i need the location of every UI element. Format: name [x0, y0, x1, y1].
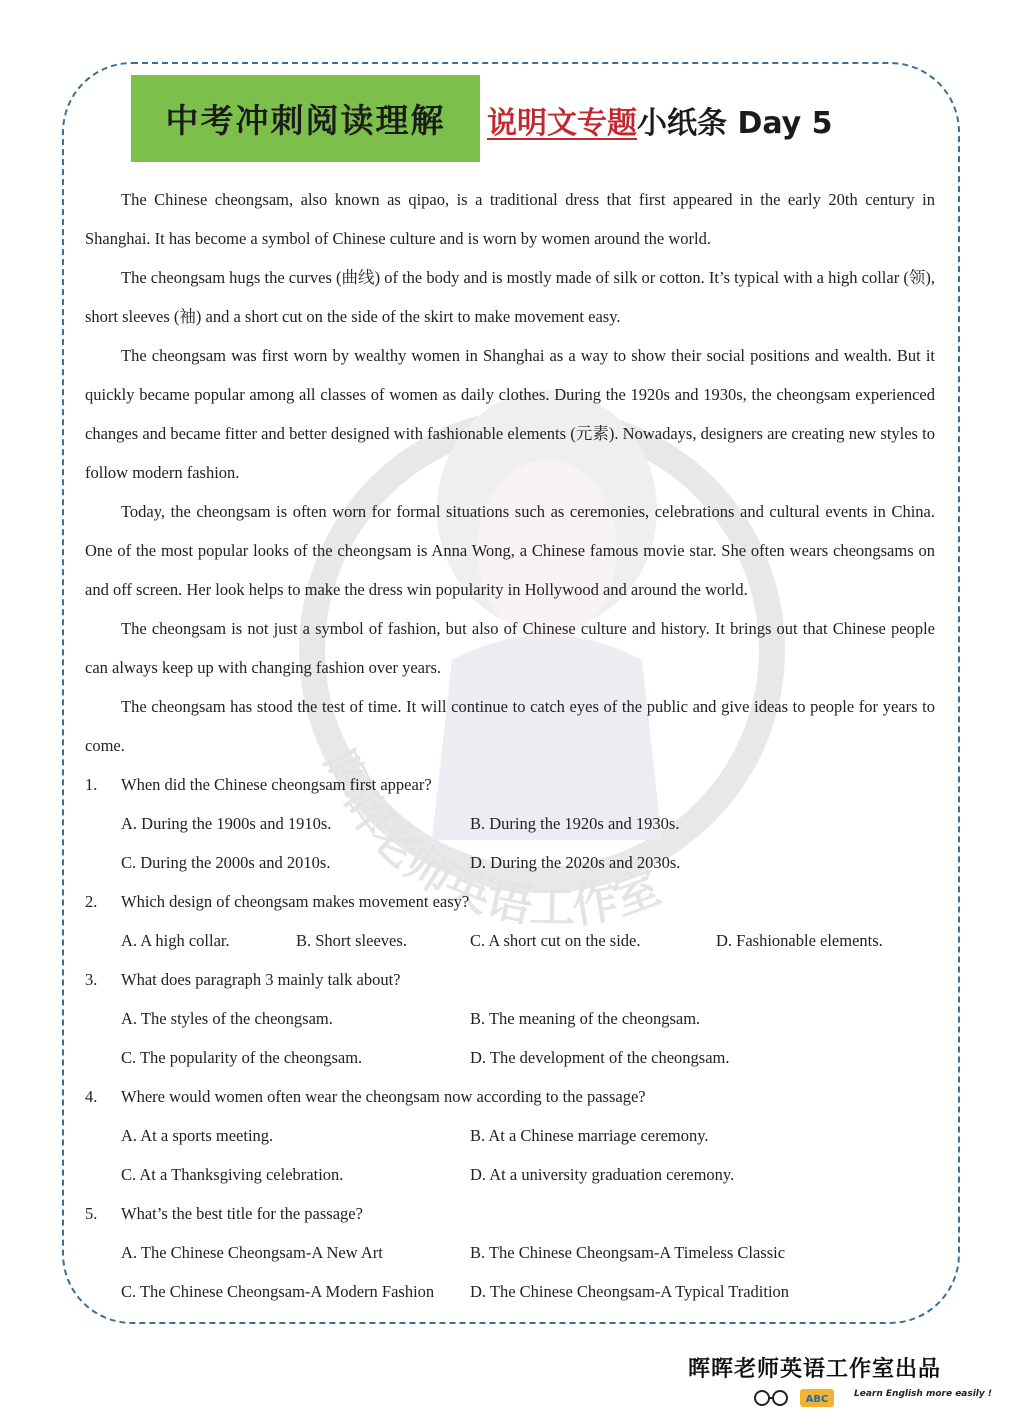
question-4 — [85, 1077, 935, 1116]
question-1 — [85, 765, 935, 804]
question-text: Where would women often wear the cheongsam now according to the passage? — [121, 1087, 646, 1106]
options-row — [85, 1155, 935, 1194]
passage-paragraph: The Chinese cheongsam, also known as qipao, is a traditional dress that first appeared in the early 20th century in Shanghai. It has become a symbol of Chinese culture and is worn by women around the world. — [85, 190, 935, 248]
footer-decoration — [688, 1385, 838, 1411]
watermark-text: 晖晖老师英语工作室 — [311, 741, 668, 934]
question-text: Which design of cheongsam makes movement easy? — [121, 892, 470, 911]
passage-paragraph: The cheongsam hugs the curves (曲线) of the body and is mostly made of silk or cotton. It’s typical with a high collar (领), short sleeves (袖) and a short cut on the side of the skirt to make movement easy. — [85, 268, 935, 326]
options-row — [85, 804, 935, 843]
options-row — [85, 843, 935, 882]
question-2 — [85, 882, 935, 921]
title-banner — [131, 75, 480, 162]
title-topic: 说明文专题 — [487, 106, 637, 141]
question-text: What’s the best title for the passage? — [121, 1204, 363, 1223]
passage-paragraph: The cheongsam has stood the test of time. It will continue to catch eyes of the public and give ideas to people for years to come. — [85, 697, 935, 755]
option-d: D. The development of the cheongsam. — [470, 1048, 730, 1067]
question-number: 5. — [85, 1204, 98, 1223]
option-b: B. Short sleeves. — [296, 931, 407, 950]
option-c: C. The Chinese Cheongsam-A Modern Fashion — [121, 1282, 435, 1301]
option-b: B. During the 1920s and 1930s. — [470, 814, 680, 833]
option-c: C. A short cut on the side. — [470, 931, 641, 950]
option-c: C. During the 2000s and 2010s. — [121, 853, 331, 872]
question-number: 1. — [85, 775, 98, 794]
title-subheading — [487, 98, 833, 148]
question-number: 4. — [85, 1087, 98, 1106]
options-row — [85, 1233, 935, 1272]
studio-tagline: Learn English more easily ! — [854, 1389, 993, 1399]
question-3 — [85, 960, 935, 999]
question-text: What does paragraph 3 mainly talk about? — [121, 970, 401, 989]
glasses-icon — [755, 1391, 769, 1405]
option-b: B. The Chinese Cheongsam-A Timeless Classic — [470, 1243, 786, 1262]
option-a: A. At a sports meeting. — [121, 1126, 274, 1145]
title-day: 小纸条 Day 5 — [637, 106, 833, 141]
abc-badge-text: ABC — [805, 1394, 829, 1405]
option-a: A. A high collar. — [121, 931, 230, 950]
option-c: C. At a Thanksgiving celebration. — [121, 1165, 344, 1184]
glasses-icon — [773, 1391, 787, 1405]
option-d: D. During the 2020s and 2030s. — [470, 853, 681, 872]
option-a: A. The Chinese Cheongsam-A New Art — [121, 1243, 383, 1262]
passage-paragraph: The cheongsam was first worn by wealthy women in Shanghai as a way to show their social positions and wealth. But it quickly became popular among all classes of women as daily clothes. During the 1920s and 1930s, the cheongsam experienced changes and became fitter and better designed with fashionable elements (元素). Nowadays, designers are creating new styles to follow modern fashion. — [85, 346, 935, 482]
options-row — [85, 1272, 935, 1311]
option-a: A. The styles of the cheongsam. — [121, 1009, 333, 1028]
question-number: 2. — [85, 892, 98, 911]
option-d: D. Fashionable elements. — [716, 931, 883, 950]
options-row — [85, 921, 935, 960]
question-number: 3. — [85, 970, 98, 989]
option-d: D. The Chinese Cheongsam-A Typical Tradition — [470, 1282, 790, 1301]
option-c: C. The popularity of the cheongsam. — [121, 1048, 363, 1067]
page-title: 中考冲刺阅读理解 — [165, 101, 446, 140]
studio-footer — [688, 1352, 993, 1412]
studio-brand: 晖晖老师英语工作室出品 — [688, 1357, 942, 1382]
option-d: D. At a university graduation ceremony. — [470, 1165, 735, 1184]
passage-paragraph: Today, the cheongsam is often worn for formal situations such as ceremonies, celebrations and cultural events in China. One of the most popular looks of the cheongsam is Anna Wong, a Chinese famous movie star. She often wears cheongsams on and off screen. Her look helps to make the dress win popularity in Hollywood and around the world. — [85, 502, 935, 599]
options-row — [85, 1038, 935, 1077]
options-row — [85, 999, 935, 1038]
worksheet-content — [85, 180, 935, 1311]
option-a: A. During the 1900s and 1910s. — [121, 814, 332, 833]
studio-footer-sub — [688, 1385, 993, 1411]
option-b: B. The meaning of the cheongsam. — [470, 1009, 701, 1028]
option-b: B. At a Chinese marriage ceremony. — [470, 1126, 709, 1145]
question-5 — [85, 1194, 935, 1233]
options-row — [85, 1116, 935, 1155]
question-text: When did the Chinese cheongsam first appear? — [121, 775, 432, 794]
passage-paragraph: The cheongsam is not just a symbol of fashion, but also of Chinese culture and history. It brings out that Chinese people can always keep up with changing fashion over years. — [85, 619, 935, 677]
